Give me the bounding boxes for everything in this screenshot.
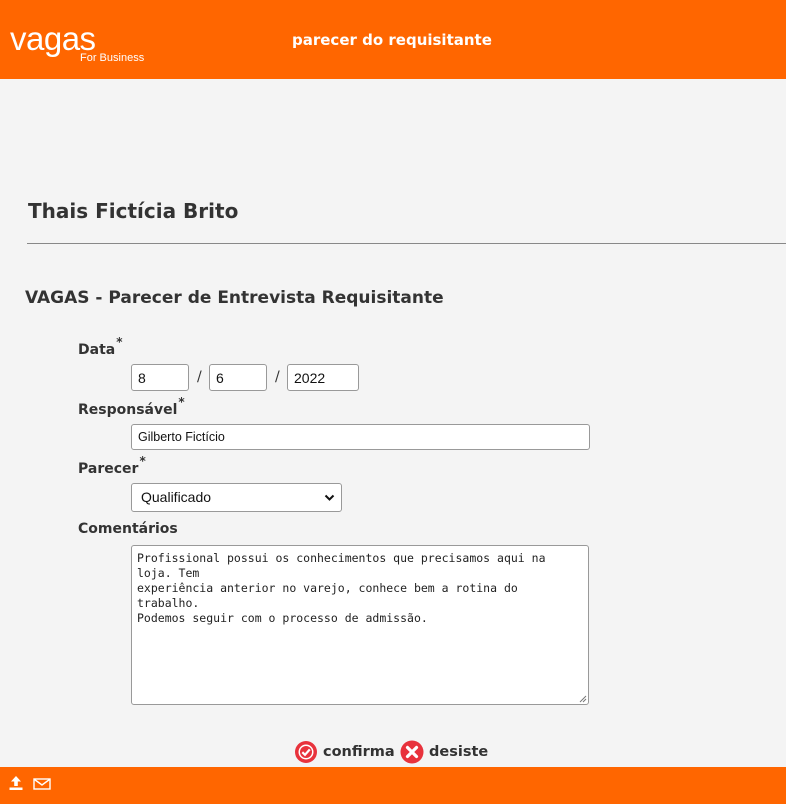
opinion-label (78, 454, 146, 477)
required-marker: * (139, 454, 146, 468)
comments-label (78, 521, 178, 537)
vagas-logo (10, 20, 145, 64)
logo-subtitle: For Business (80, 52, 145, 64)
chevron-down-icon (324, 492, 335, 503)
top-header-bar (0, 0, 786, 79)
opinion-label-text: Parecer (78, 461, 139, 477)
resize-grip-icon[interactable] (578, 694, 587, 703)
opinion-select[interactable] (131, 483, 342, 512)
opinion-selected-value: Qualificado (141, 489, 212, 505)
section-divider (27, 243, 786, 244)
required-marker: * (178, 395, 185, 409)
confirm-button[interactable] (294, 739, 395, 765)
date-separator: / (197, 369, 202, 385)
date-label-text: Data (78, 342, 116, 358)
bottom-footer-bar (0, 767, 786, 804)
cancel-label: desiste (429, 744, 489, 760)
date-label (78, 335, 123, 358)
candidate-name: Thais Fictícia Brito (28, 199, 239, 223)
comments-label-text: Comentários (78, 521, 178, 537)
form-title: VAGAS - Parecer de Entrevista Requisitante (25, 288, 444, 308)
page-header-title: parecer do requisitante (292, 31, 492, 49)
date-day-input[interactable] (131, 364, 189, 391)
responsible-label-text: Responsável (78, 402, 178, 418)
logo-word: vagas (10, 20, 96, 57)
confirm-label: confirma (323, 744, 395, 760)
comments-textarea[interactable]: Profissional possui os conhecimentos que precisamos aqui na loja. Tem experiência anterior no varejo, conhece bem a rotina do trabalho. Podemos seguir com o processo de admissão. (131, 545, 589, 705)
check-circle-icon (294, 740, 318, 764)
mail-icon[interactable] (33, 778, 51, 790)
responsible-input[interactable] (131, 424, 590, 450)
date-year-input[interactable] (287, 364, 359, 391)
upload-icon[interactable] (8, 775, 24, 791)
cancel-button[interactable] (400, 739, 488, 765)
required-marker: * (116, 335, 123, 349)
responsible-label (78, 395, 185, 418)
close-circle-icon (400, 740, 424, 764)
date-month-input[interactable] (209, 364, 267, 391)
date-separator: / (275, 369, 280, 385)
